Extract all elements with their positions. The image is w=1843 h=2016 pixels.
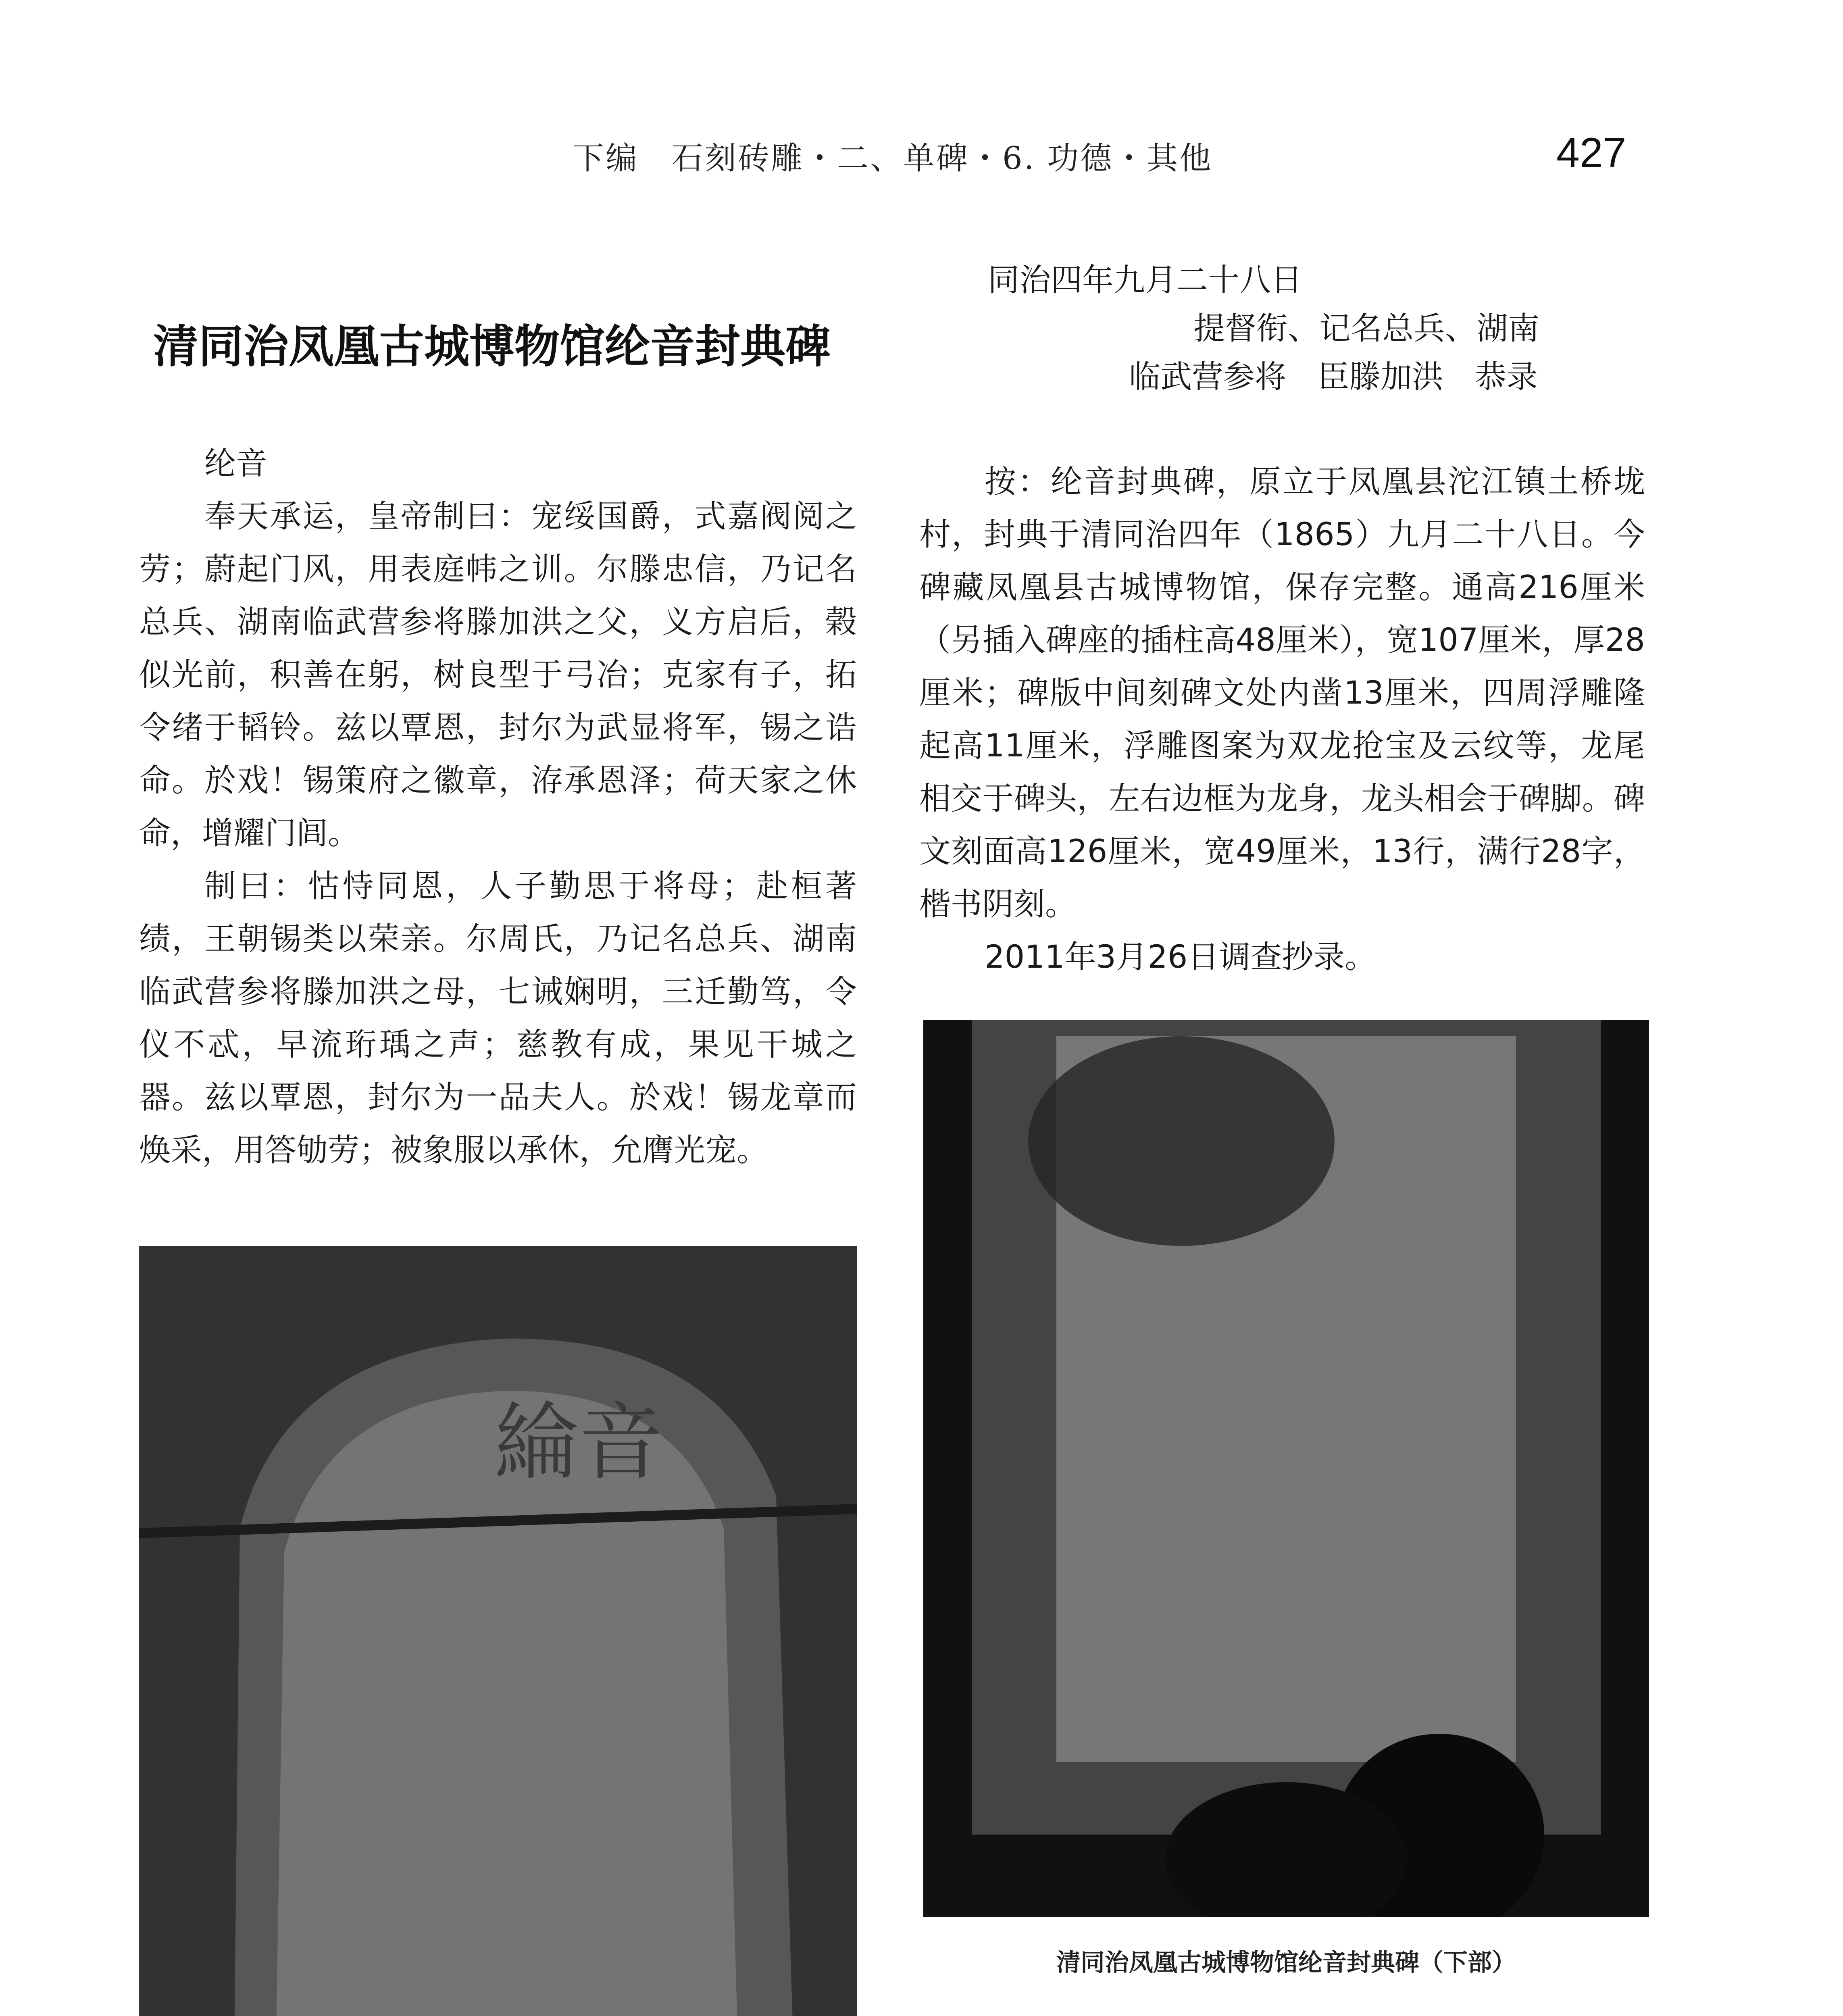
heading-lunyin: 纶音 [204,446,268,482]
stele-upper-photo [139,1246,857,2016]
stele-upper-image [139,1246,857,2016]
left-column-text [139,437,857,1177]
note-paragraph: 按：纶音封典碑，原立于凤凰县沱江镇土桥垅村，封典于清同治四年（1865）九月二十八日。今碑藏凤凰县古城博物馆，保存完整。通高216厘米（另插入碑座的插柱高48厘米），宽107厘米，厚28厘米；碑版中间刻碑文处内凿13厘米，四周浮雕隆起高11厘米，浮雕图案为双龙抢宝及云纹等，龙尾相交于碑头，左右边框为龙身，龙头相会于碑脚。碑文刻面高126厘米，宽49厘米，13行，满行28字，楷书阴刻。 [919,464,1645,923]
signature-line-2: 临武营参将 臣滕加洪 恭录 [1129,359,1538,395]
running-head: 下编 石刻砖雕・二、单碑・6. 功德・其他 [573,140,1213,177]
engraved-heading: 綸音 [494,1393,664,1492]
stele-lower-photo [923,1020,1649,1917]
page-number: 427 [1556,129,1626,176]
article-title: 清同治凤凰古城博物馆纶音封典碑 [153,321,831,373]
date-line: 同治四年九月二十八日 [988,262,1303,298]
signature-line-1: 提督衔、记名总兵、湖南 [1193,310,1540,347]
survey-line: 2011年3月26日调查抄录。 [985,939,1377,975]
decree-paragraph-mother: 制曰：怙恃同恩，人子勤思于将母；赴桓著绩，王朝锡类以荣亲。尔周氏，乃记名总兵、湖南临武营参将滕加洪之母，七诫娴明，三迁勤笃，令仪不忒，早流珩瑀之声；慈教有成，果见干城之器。兹以覃恩，封尔为一品夫人。於戏！锡龙章而焕采，用答劬劳；被象服以承休，允膺光宠。 [139,868,857,1168]
stele-lower-image [923,1020,1649,1917]
photo-caption-bottom: 清同治凤凰古城博物馆纶音封典碑（下部） [1056,1949,1516,1977]
decree-paragraph-father: 奉天承运，皇帝制曰：宠绥国爵，式嘉阀阅之劳；蔚起门风，用表庭帏之训。尔滕忠信，乃记名总兵、湖南临武营参将滕加洪之父，义方启后，榖似光前，积善在躬，树良型于弓冶；克家有子，拓令绪于韬铃。兹以覃恩，封尔为武显将军，锡之诰命。於戏！锡策府之徽章，洊承恩泽；荷天家之休命，增耀门闾。 [139,498,857,852]
right-column-notes [919,456,1645,984]
